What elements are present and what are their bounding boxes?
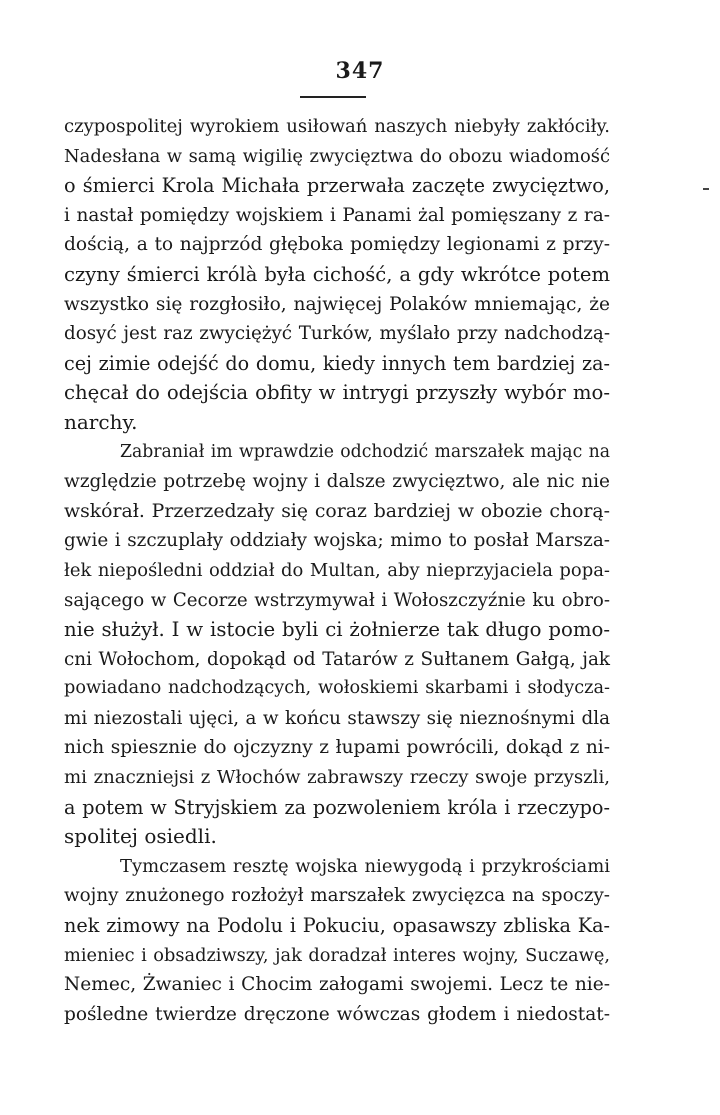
- text-line: cej zimie odejść do domu, kiedy innych tem bardziej za-: [64, 351, 610, 375]
- text-line: sającego w Cecorze wstrzymywał i Wołoszczyźnie ku obro-: [64, 589, 610, 611]
- text-line: nich spiesznie do ojczyzny z łupami powrócili, dokąd z ni-: [64, 737, 610, 759]
- page-number: 347: [335, 58, 385, 84]
- text-line: wskórał. Przerzedzały się coraz bardziej w obozie chorą-: [64, 500, 610, 522]
- text-line: względzie potrzebę wojny i dalsze zwycięztwo, ale nic nie: [64, 471, 610, 493]
- text-line: pośledne twierdze dręczone wówczas głodem i niedostat-: [64, 1003, 610, 1025]
- text-line: o śmierci Krola Michała przerwała zaczęte zwycięztwo,: [64, 174, 610, 198]
- text-line: wojny znużonego rozłożył marszałek zwycięzca na spoczy-: [64, 885, 610, 907]
- text-line: a potem w Stryjskiem za pozwoleniem króla i rzeczypo-: [64, 795, 610, 819]
- text-line: mi niezostali ujęci, a w końcu stawszy się nieznośnymi dla: [64, 707, 610, 729]
- text-line: Nemec, Żwaniec i Chocim załogami swojemi. Lecz te nie-: [64, 974, 610, 996]
- text-line: dością, a to najprzód głęboka pomiędzy legionami z przy-: [64, 234, 610, 256]
- text-line: powiadano nadchodzących, wołoskiemi skarbami i słodycza-: [64, 678, 610, 699]
- text-line: łek niepośledni oddział do Multan, aby nieprzyjaciela popa-: [64, 559, 610, 581]
- text-line: narchy.: [64, 409, 138, 434]
- text-line: wszystko się rozgłosiło, najwięcej Polaków mniemając, że: [64, 293, 610, 315]
- text-line: dosyć jest raz zwyciężyć Turków, myślało przy nadchodzą-: [64, 323, 610, 345]
- text-line: spolitej osiedli.: [64, 824, 217, 849]
- margin-mark: [703, 188, 709, 190]
- text-line: mieniec i obsadziwszy, jak doradzał interes wojny, Suczawę,: [64, 944, 610, 966]
- paragraph-start-line: Tymczasem resztę wojska niewygodą i przykrościami: [120, 855, 610, 877]
- text-line: nek zimowy na Podolu i Pokuciu, opasawszy zbliska Ka-: [64, 914, 610, 938]
- body-text: [64, 112, 610, 1029]
- text-line: i nastał pomiędzy wojskiem i Panami żal pomięszany z ra-: [64, 204, 610, 226]
- page-number-rule: [300, 96, 366, 98]
- text-line: nie służył. I w istocie byli ci żołnierze tak długo pomo-: [64, 618, 610, 642]
- paragraph-start-line: Zabraniał im wprawdzie odchodzić marszałek mając na: [120, 441, 610, 462]
- text-line: chęcał do odejścia obfity w intrygi przyszły wybór mo-: [64, 381, 610, 405]
- text-line: mi znaczniejsi z Włochów zabrawszy rzeczy swoje przyszli,: [64, 767, 610, 789]
- text-line: czyny śmierci królà była cichość, a gdy wkrótce potem: [64, 262, 610, 286]
- text-line: czypospolitej wyrokiem usiłowań naszych niebyły zakłóciły.: [64, 116, 610, 137]
- text-line: Nadesłana w samą wigilię zwycięztwa do obozu wiadomość: [64, 145, 610, 167]
- text-line: gwie i szczuplały oddziały wojska; mimo to posłał Marsza-: [64, 530, 610, 552]
- text-line: cni Wołochom, dopokąd od Tatarów z Sułtanem Gałgą, jak: [64, 648, 610, 670]
